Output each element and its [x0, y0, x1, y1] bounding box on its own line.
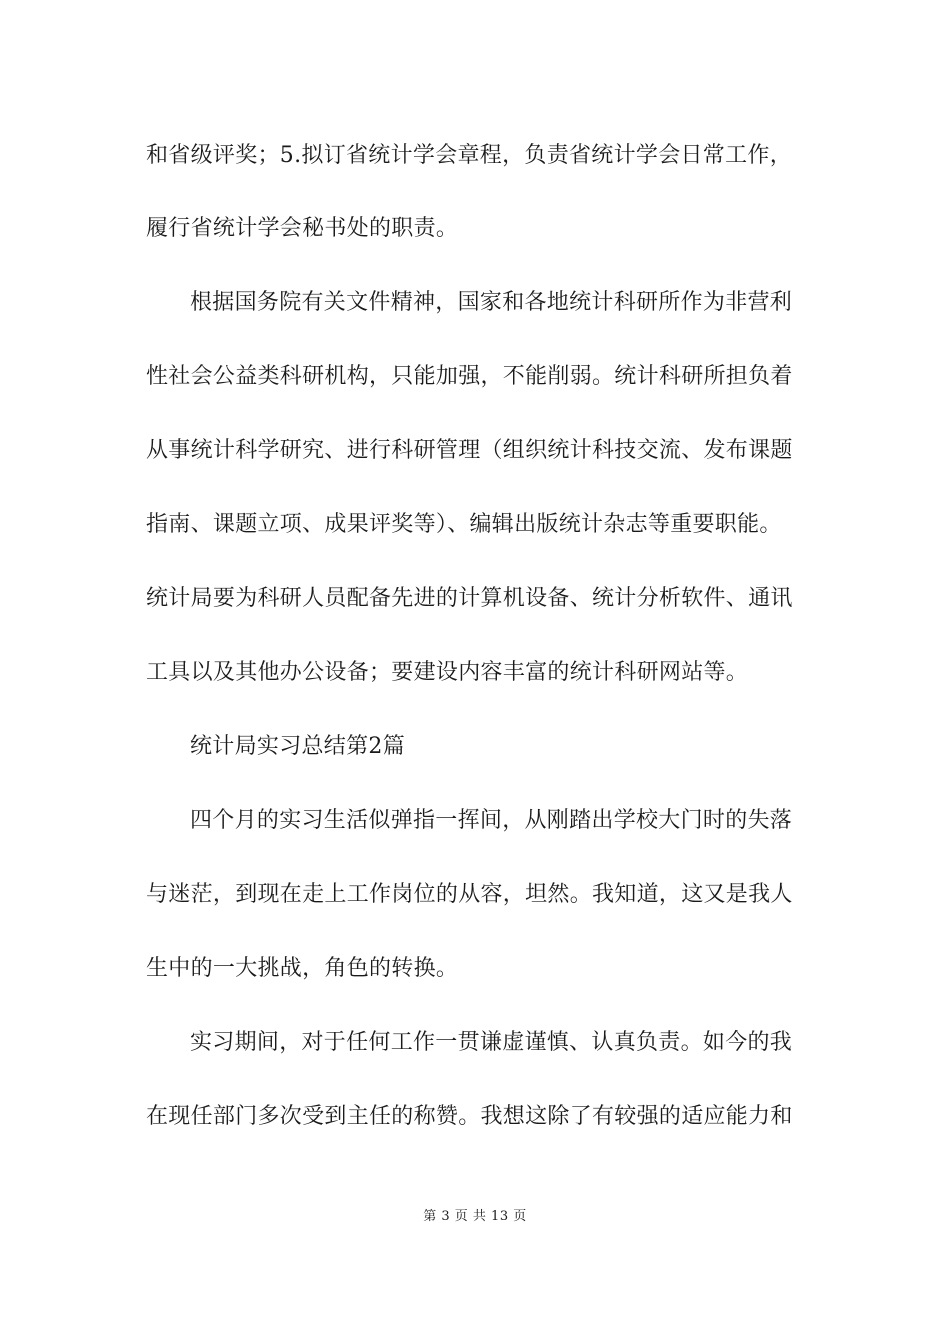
- text-line: 从事统计科学研究、进行科研管理（组织统计科技交流、发布课题: [146, 438, 793, 463]
- text-line: 性社会公益类科研机构，只能加强，不能削弱。统计科研所担负着: [146, 364, 793, 389]
- paragraph-start-line: 根据国务院有关文件精神，国家和各地统计科研所作为非营利: [190, 290, 793, 315]
- text-line: 统计局要为科研人员配备先进的计算机设备、统计分析软件、通讯: [146, 586, 793, 611]
- text-line: 和省级评奖；5.拟订省统计学会章程，负责省统计学会日常工作，: [146, 143, 792, 168]
- paragraph-start-line: 四个月的实习生活似弹指一挥间，从刚踏出学校大门时的失落: [190, 808, 793, 833]
- text-line: 履行省统计学会秘书处的职责。: [146, 216, 459, 241]
- text-line: 工具以及其他办公设备；要建设内容丰富的统计科研网站等。: [146, 660, 749, 685]
- section-heading: 统计局实习总结第2篇: [190, 734, 405, 759]
- text-line: 指南、课题立项、成果评奖等）、编辑出版统计杂志等重要职能。: [146, 512, 782, 537]
- paragraph-start-line: 实习期间，对于任何工作一贯谦虚谨慎、认真负责。如今的我: [190, 1030, 793, 1055]
- text-line: 在现任部门多次受到主任的称赞。我想这除了有较强的适应能力和: [146, 1104, 793, 1129]
- text-line: 与迷茫，到现在走上工作岗位的从容，坦然。我知道，这又是我人: [146, 882, 793, 907]
- text-line: 生中的一大挑战，角色的转换。: [146, 956, 459, 981]
- page-number-footer: 第 3 页 共 13 页: [423, 1209, 527, 1224]
